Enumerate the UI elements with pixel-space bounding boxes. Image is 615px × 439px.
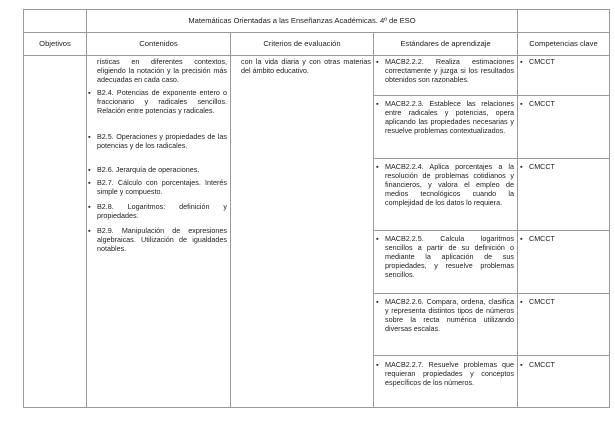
header-estandares: Estándares de aprendizaje — [400, 39, 491, 48]
header-criterios: Criterios de evaluación — [263, 39, 341, 48]
bullet-icon: ▪ — [88, 226, 91, 235]
row-rule-1 — [373, 95, 610, 96]
bullet-icon: ▪ — [520, 234, 523, 243]
bullet-icon: ▪ — [88, 202, 91, 211]
header-objetivos: Objetivos — [39, 39, 71, 48]
table-border-bottom — [23, 407, 610, 408]
estandar-text: MACB2.2.5. Calcula logaritmos sencillos a partir de su definición o mediante la aplicación de sus propiedades, y resuelve problemas sencillos. — [385, 234, 514, 279]
estandar-row — [376, 163, 514, 208]
competencia-cell — [520, 163, 608, 172]
bullet-icon: ▪ — [88, 132, 91, 141]
bullet-icon: ▪ — [88, 88, 91, 97]
competencia-text: CMCCT — [529, 99, 555, 108]
bullet-icon: ▪ — [376, 99, 379, 108]
estandar-row — [376, 100, 514, 136]
bullet-icon: ▪ — [376, 297, 379, 306]
bullet-icon: ▪ — [520, 99, 523, 108]
header-contenidos: Contenidos — [139, 39, 178, 48]
competencia-cell — [520, 100, 608, 109]
bullet-icon: ▪ — [376, 162, 379, 171]
col-rule-2 — [230, 32, 231, 408]
estandar-text: MACB2.2.7. Resuelve problemas que requieran propiedades y conceptos específicos de los números. — [385, 360, 514, 387]
bullet-icon: ▪ — [376, 234, 379, 243]
contenidos-item — [88, 133, 227, 151]
competencia-cell — [520, 58, 608, 67]
contenidos-item-text: B2.6. Jerarquía de operaciones. — [97, 165, 200, 174]
estandar-row — [376, 58, 514, 85]
bullet-icon: ▪ — [520, 297, 523, 306]
contenidos-item — [88, 227, 227, 254]
bullet-icon: ▪ — [376, 360, 379, 369]
competencia-text: CMCCT — [529, 162, 555, 171]
estandar-text: MACB2.2.3. Establece las relaciones entre radicales y potencias, opera aplicando las propiedades necesarias y resuelve problemas contextualizados. — [385, 99, 514, 135]
contenidos-item — [88, 89, 227, 116]
estandar-text: MACB2.2.2. Realiza estimaciones correctamente y juzga si los resultados obtenidos son razonables. — [385, 57, 514, 84]
row-rule-3 — [373, 230, 610, 231]
contenidos-item-text: B2.7. Cálculo con porcentajes. Interés simple y compuesto. — [97, 178, 227, 196]
competencia-cell — [520, 361, 608, 370]
row-rule-4 — [373, 293, 610, 294]
bullet-icon: ▪ — [520, 360, 523, 369]
competencia-text: CMCCT — [529, 57, 555, 66]
bullet-icon: ▪ — [520, 162, 523, 171]
bullet-icon: ▪ — [88, 165, 91, 174]
table-border-right — [609, 9, 610, 408]
bullet-icon: ▪ — [376, 57, 379, 66]
criterios-text: con la vida diaria y con otras materias del ámbito educativo. — [241, 57, 371, 75]
table-title: Matemáticas Orientadas a las Enseñanzas Académicas. 4º de ESO — [188, 16, 416, 25]
title-row-rule — [23, 32, 610, 33]
contenidos-item — [88, 203, 227, 221]
col-rule-1 — [86, 9, 87, 408]
estandar-row — [376, 298, 514, 334]
col-rule-3 — [373, 32, 374, 408]
header-competencias: Competencias clave — [529, 39, 598, 48]
estandar-text: MACB2.2.4. Aplica porcentajes a la resolución de problemas cotidianos y financieros, y valora el empleo de medios tecnológicos cuando la complejidad de los datos lo requiera. — [385, 162, 514, 207]
contenidos-item-text: B2.9. Manipulación de expresiones algebraicas. Utilización de igualdades notables. — [97, 226, 227, 253]
contenidos-item-text: B2.8. Logaritmos: definición y propiedades. — [97, 202, 227, 220]
contenidos-continuation: rísticas en diferentes contextos, eligiendo la notación y la precisión más adecuadas en cada caso. — [97, 57, 227, 84]
competencia-cell — [520, 235, 608, 244]
row-rule-2 — [373, 158, 610, 159]
contenidos-item — [88, 179, 227, 197]
contenidos-item-text: B2.5. Operaciones y propiedades de las potencias y de los radicales. — [97, 132, 227, 150]
estandar-text: MACB2.2.6. Compara, ordena, clasifica y representa distintos tipos de números sobre la recta numérica utilizando diversas escalas. — [385, 297, 514, 333]
contenidos-item-text: B2.4. Potencias de exponente entero o fraccionario y radicales sencillos. Relación entre potencias y radicales. — [97, 88, 227, 115]
row-rule-5 — [373, 355, 610, 356]
contenidos-item — [88, 166, 227, 175]
table-border-left — [23, 9, 24, 408]
bullet-icon: ▪ — [520, 57, 523, 66]
competencia-text: CMCCT — [529, 234, 555, 243]
estandar-row — [376, 361, 514, 388]
col-rule-4 — [517, 9, 518, 408]
header-row-rule — [23, 55, 610, 56]
competencia-cell — [520, 298, 608, 307]
table-border-top — [23, 9, 610, 10]
bullet-icon: ▪ — [88, 178, 91, 187]
competencia-text: CMCCT — [529, 297, 555, 306]
competencia-text: CMCCT — [529, 360, 555, 369]
estandar-row — [376, 235, 514, 280]
